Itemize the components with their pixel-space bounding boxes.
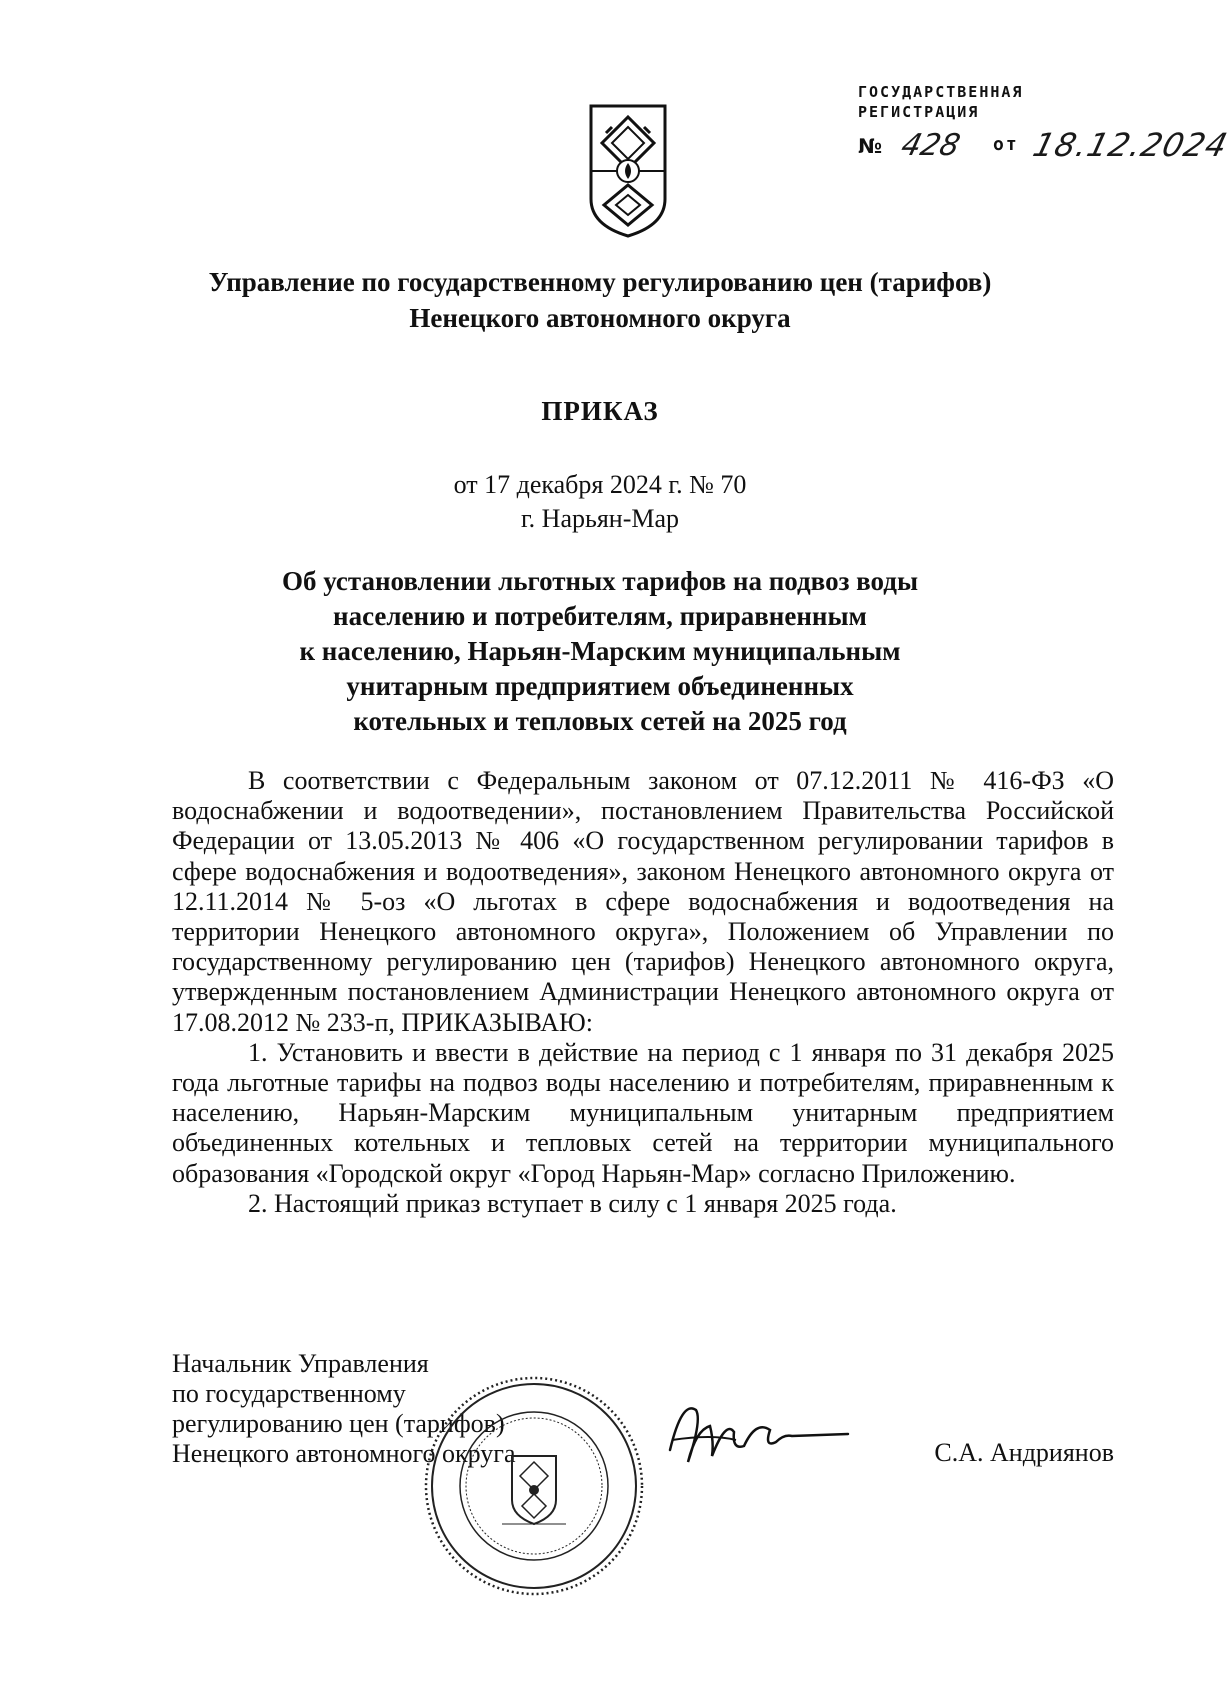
- document-city: г. Нарьян-Мар: [520, 504, 680, 533]
- title-line2: населению и потребителям, приравненным: [333, 601, 867, 631]
- position-line1: Начальник Управления: [172, 1349, 429, 1378]
- registration-number: 428: [897, 128, 964, 163]
- order-item-2: 2. Настоящий приказ вступает в силу с 1 января 2025 года.: [248, 1188, 897, 1218]
- registration-stamp: [858, 82, 1232, 166]
- title-line1: Об установлении льготных тарифов на подвоз воды: [281, 566, 919, 596]
- official-seal-icon: [422, 1374, 646, 1598]
- document-type: ПРИКАЗ: [541, 396, 659, 426]
- document-body: [172, 766, 1114, 1219]
- registration-date: 18.12.2024: [1029, 126, 1232, 164]
- coat-of-arms-icon: [588, 103, 668, 239]
- registration-number-sign: №: [858, 134, 883, 158]
- handwritten-signature: [652, 1390, 852, 1480]
- document-title: [250, 564, 950, 739]
- organization-name: [150, 264, 1050, 336]
- organization-line1: Управление по государственному регулированию цен (тарифов): [208, 267, 992, 297]
- registration-label-line2: РЕГИСТРАЦИЯ: [858, 103, 980, 121]
- position-line4: Ненецкого автономного округа: [172, 1439, 516, 1468]
- organization-line2: Ненецкого автономного округа: [409, 303, 791, 333]
- signatory-name: С.А. Андриянов: [934, 1438, 1114, 1467]
- position-line3: регулированию цен (тарифов): [172, 1409, 505, 1438]
- preamble-paragraph: В соответствии с Федеральным законом от 07.12.2011 № 416-ФЗ «О водоснабжении и водоотведении», постановлением Правительства Российской Федерации от 13.05.2013 № 406 «О государственном регулировании тарифов в сфере водоснабжения и водоотведения», законом Ненецкого автономного округа от 12.11.2014 № 5-оз «О льготах в сфере водоснабжения и водоотведения на территории Ненецкого автономного округа», Положением об Управлении по государственному регулированию цен (тарифов) Ненецкого автономного округа, утвержденным постановлением Администрации Ненецкого автономного округа от 17.08.2012 № 233-п, ПРИКАЗЫВАЮ:: [172, 766, 1114, 1037]
- document-date-block: [150, 468, 1050, 536]
- document-date-number: от 17 декабря 2024 г. № 70: [453, 470, 747, 499]
- registration-label-line1: ГОСУДАРСТВЕННАЯ: [858, 83, 1024, 101]
- registration-date-prefix: от: [993, 134, 1019, 155]
- title-line4: унитарным предприятием объединенных: [346, 671, 854, 701]
- position-line2: по государственному: [172, 1379, 406, 1408]
- title-line5: котельных и тепловых сетей на 2025 год: [353, 706, 847, 736]
- title-line3: к населению, Нарьян-Марским муниципальным: [299, 636, 901, 666]
- order-item-1: 1. Установить и ввести в действие на период с 1 января по 31 декабря 2025 года льготные тарифы на подвоз воды населению и потребителям, приравненным к населению, Нарьян-Марским муниципальным унитарным предприятием объединенных котельных и тепловых сетей на территории муниципального образования «Городской округ «Город Нарьян-Мар» согласно Приложению.: [172, 1037, 1114, 1188]
